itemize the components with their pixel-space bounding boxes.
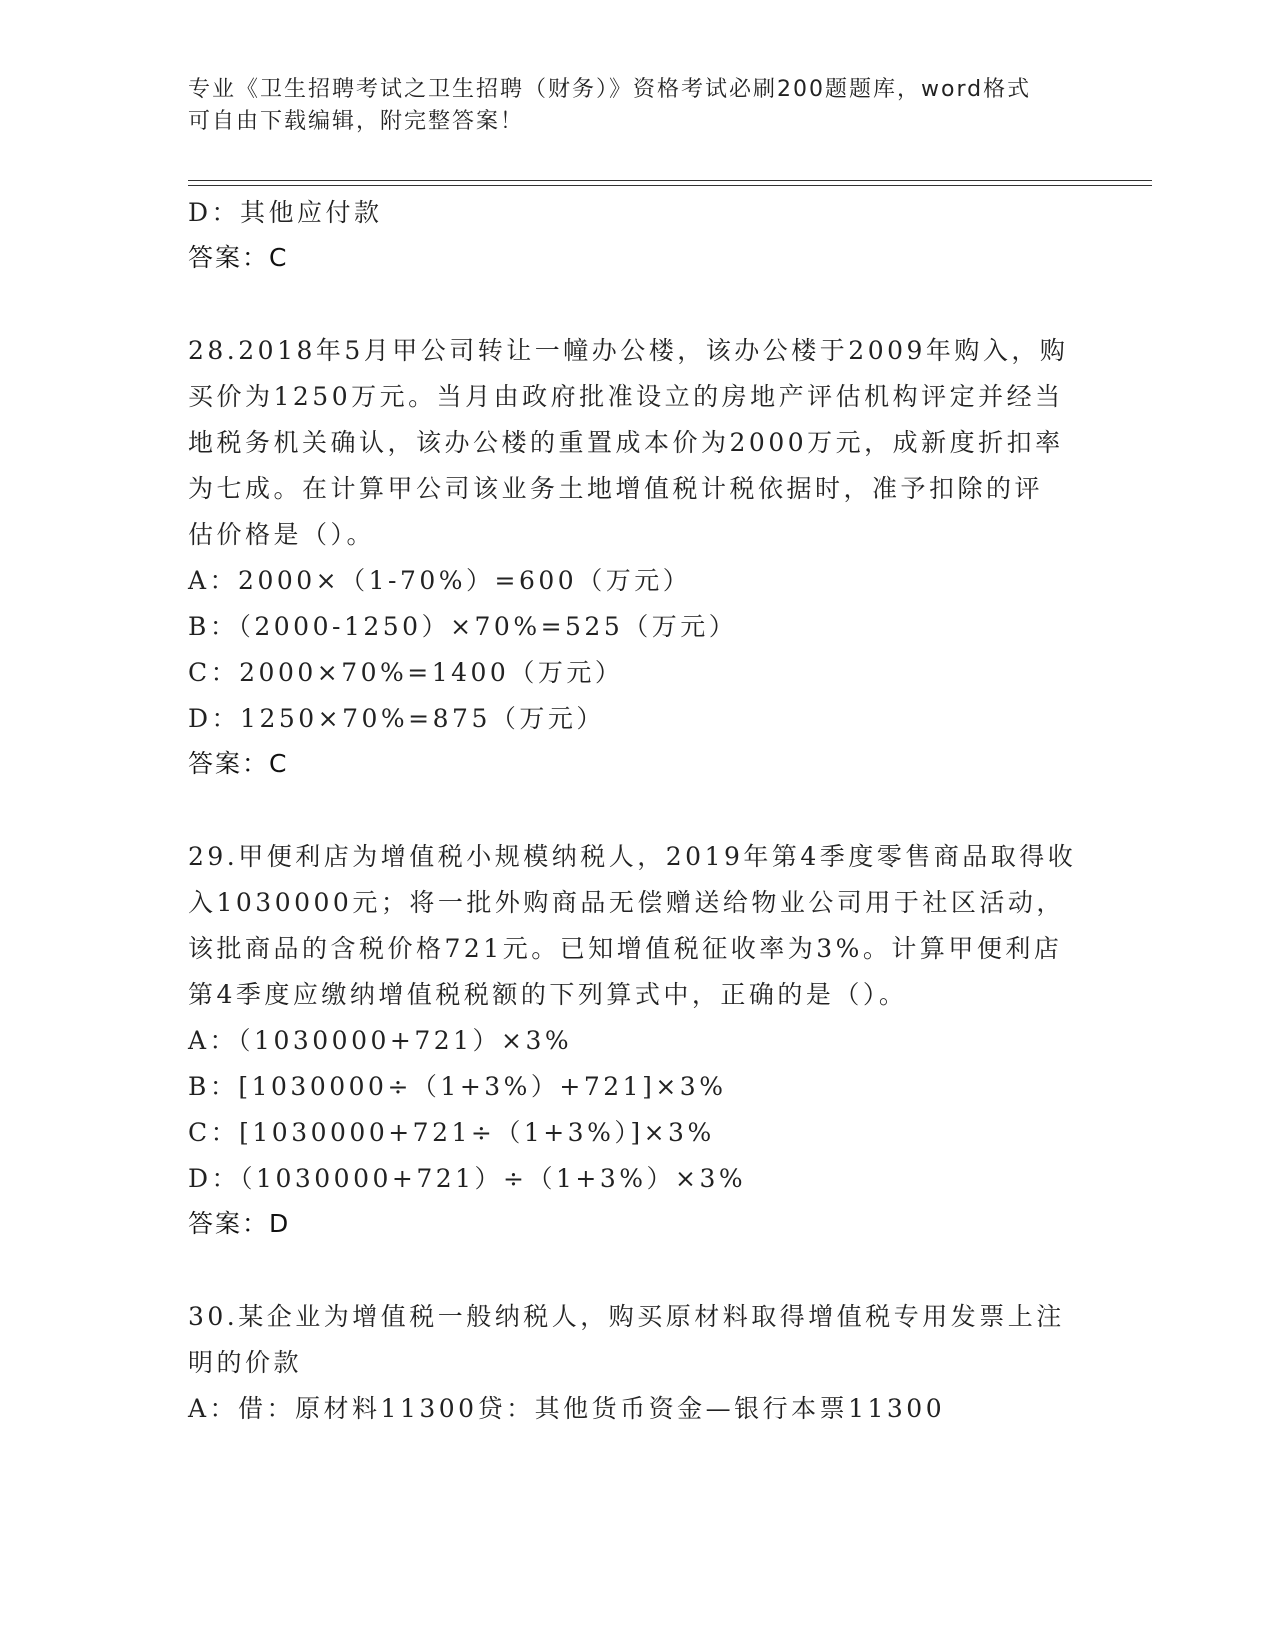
question-29: [188, 834, 1088, 1246]
header-divider-bottom: [188, 185, 1152, 186]
question-text-line: 30.某企业为增值税一般纳税人，购买原材料取得增值税专用发票上注: [188, 1302, 1065, 1331]
document-body: [188, 190, 1088, 1432]
question-spacer: [188, 1246, 1088, 1294]
option-c: C：2000×70%=1400（万元）: [188, 658, 624, 687]
option-b: B：[1030000÷（1+3%）+721]×3%: [188, 1072, 727, 1101]
option-b: B：（2000-1250）×70%=525（万元）: [188, 612, 738, 641]
question-spacer: [188, 280, 1088, 328]
question-text-line: 明的价款: [188, 1348, 303, 1377]
header-title-line-1: 专业《卫生招聘考试之卫生招聘（财务）》资格考试必刷200题题库，word格式: [188, 77, 1032, 102]
document-header: [188, 74, 1088, 138]
question-spacer: [188, 786, 1088, 834]
previous-question-tail: [188, 190, 1088, 280]
question-text-line: 29.甲便利店为增值税小规模纳税人，2019年第4季度零售商品取得收: [188, 842, 1077, 871]
question-text-line: 买价为1250万元。当月由政府批准设立的房地产评估机构评定并经当: [188, 382, 1064, 411]
option-d: D：其他应付款: [188, 198, 383, 227]
option-a: A：（1030000+721）×3%: [188, 1026, 573, 1055]
header-title-line-2: 可自由下载编辑，附完整答案！: [188, 109, 525, 134]
question-text-line: 该批商品的含税价格721元。已知增值税征收率为3%。计算甲便利店: [188, 934, 1063, 963]
question-text-line: 28.2018年5月甲公司转让一幢办公楼，该办公楼于2009年购入，购: [188, 336, 1069, 365]
option-d: D：1250×70%=875（万元）: [188, 704, 605, 733]
question-text-line: 为七成。在计算甲公司该业务土地增值税计税依据时，准予扣除的评: [188, 474, 1044, 503]
question-28: [188, 328, 1088, 786]
answer-line: 答案：C: [188, 243, 289, 272]
option-c: C：[1030000+721÷（1+3%）]×3%: [188, 1118, 715, 1147]
answer-line: 答案：C: [188, 749, 289, 778]
option-d: D：（1030000+721）÷（1+3%）×3%: [188, 1164, 747, 1193]
option-a: A：2000×（1-70%）=600（万元）: [188, 566, 692, 595]
header-divider-top: [188, 180, 1152, 181]
question-text-line: 入1030000元；将一批外购商品无偿赠送给物业公司用于社区活动，: [188, 888, 1065, 917]
question-text-line: 第4季度应缴纳增值税税额的下列算式中，正确的是（）。: [188, 980, 908, 1009]
answer-line: 答案：D: [188, 1209, 291, 1238]
question-text-line: 地税务机关确认，该办公楼的重置成本价为2000万元，成新度折扣率: [188, 428, 1064, 457]
option-a: A：借：原材料11300贷：其他货币资金—银行本票11300: [188, 1394, 946, 1423]
question-30: [188, 1294, 1088, 1432]
question-text-line: 估价格是（）。: [188, 520, 376, 549]
